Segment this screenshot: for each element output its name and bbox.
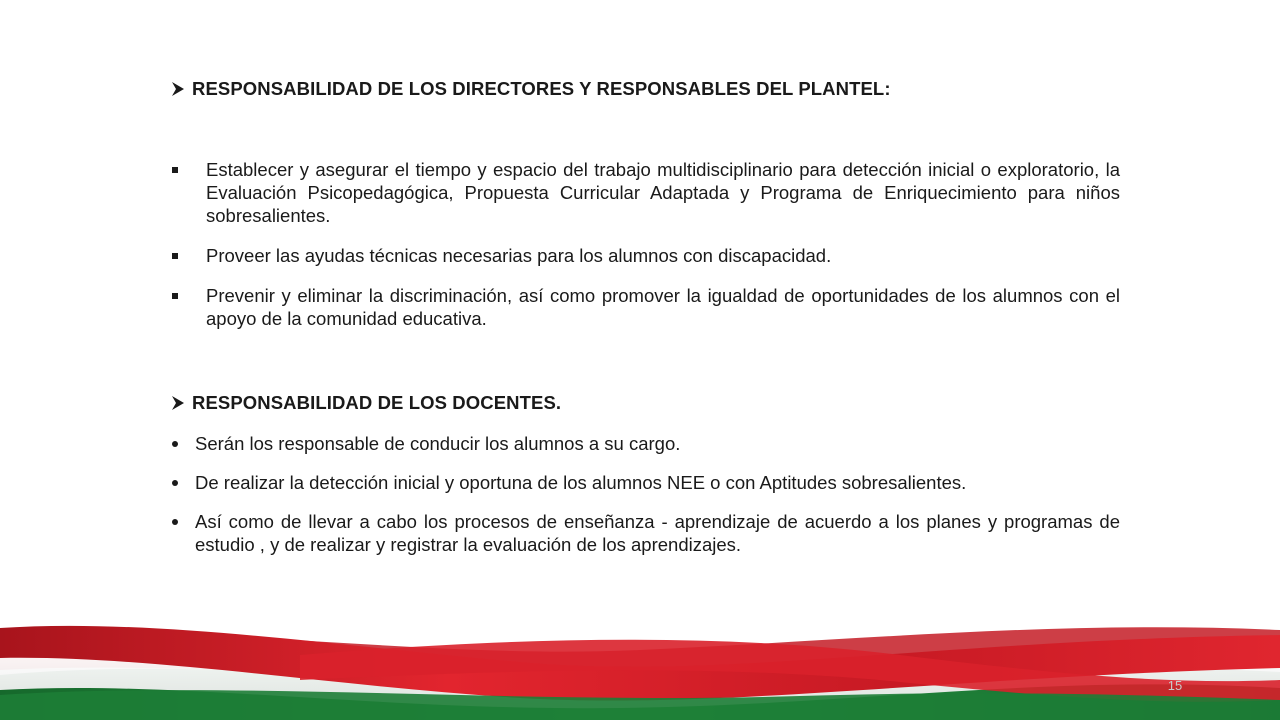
dot-bullet-icon [172,519,178,525]
page-number: 15 [1167,678,1183,693]
arrow-bullet-icon [170,81,192,97]
list-item-text: Así como de llevar a cabo los procesos de enseñanza - aprendizaje de acuerdo a los planes y programas de estudio , y de realizar y registrar la evaluación de los aprendizajes. [195,511,1120,555]
list-item-text: Serán los responsable de conducir los alumnos a su cargo. [195,433,681,454]
square-bullet-icon [172,253,178,259]
teachers-heading [170,392,561,414]
list-item-text: Establecer y asegurar el tiempo y espacio del trabajo multidisciplinario para detección inicial o exploratorio, la Evaluación Psicopedagógica, Propuesta Curricular Adaptada y Programa de Enriquecimiento para niños sobresalientes. [206,159,1120,226]
list-item [170,432,1120,455]
square-bullet-icon [172,167,178,173]
list-item [170,158,1120,227]
dot-bullet-icon [172,480,178,486]
list-item [170,471,1120,494]
teachers-list [170,432,1120,572]
directors-heading [170,78,891,100]
arrow-bullet-icon [170,395,192,411]
directors-list [170,158,1120,347]
dot-bullet-icon [172,441,178,447]
list-item [170,510,1120,556]
teachers-heading-text: RESPONSABILIDAD DE LOS DOCENTES. [192,392,562,413]
list-item [170,284,1120,330]
directors-heading-text: RESPONSABILIDAD DE LOS DIRECTORES Y RESPONSABLES DEL PLANTEL: [192,78,891,99]
list-item [170,244,1120,267]
list-item-text: Proveer las ayudas técnicas necesarias para los alumnos con discapacidad. [206,245,832,266]
decorative-ribbon [0,600,1280,720]
list-item-text: Prevenir y eliminar la discriminación, así como promover la igualdad de oportunidades de los alumnos con el apoyo de la comunidad educativa. [206,285,1120,329]
list-item-text: De realizar la detección inicial y oportuna de los alumnos NEE o con Aptitudes sobresalientes. [195,472,967,493]
square-bullet-icon [172,293,178,299]
